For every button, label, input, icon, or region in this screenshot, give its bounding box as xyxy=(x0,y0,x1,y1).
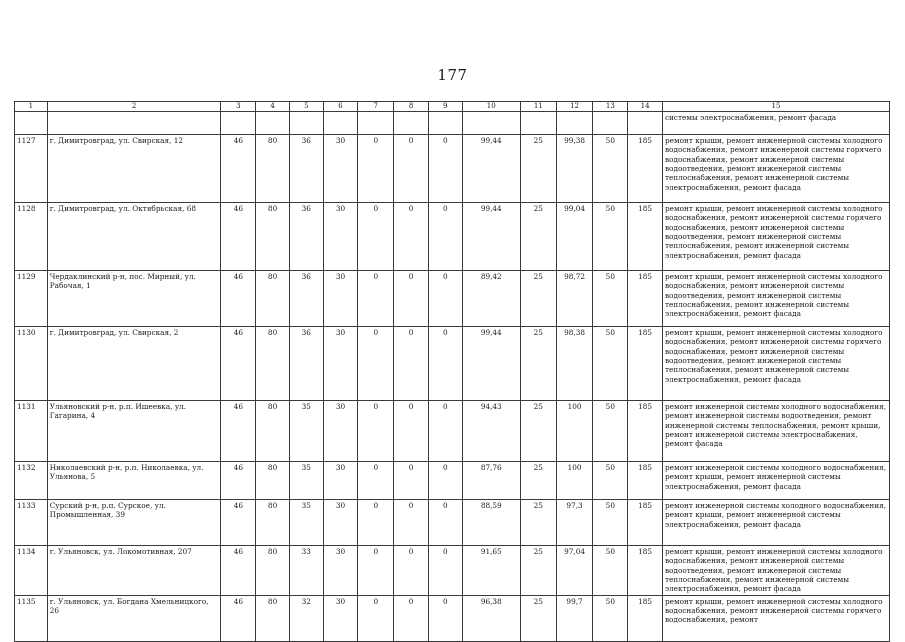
address-cell: г. Димитровград, ул. Свирская, 12 xyxy=(47,135,221,203)
value-cell: 99,04 xyxy=(556,203,593,271)
value-cell: 80 xyxy=(256,271,290,327)
value-cell: 0 xyxy=(394,595,429,641)
continuation-row xyxy=(15,112,890,135)
empty-cell xyxy=(15,112,48,135)
value-cell: 100 xyxy=(556,401,593,462)
value-cell: 30 xyxy=(323,327,358,401)
table-row xyxy=(15,327,890,401)
column-header: 14 xyxy=(628,102,663,112)
works-cell: ремонт инженерной системы холодного водоснабжения, ремонт инженерной системы водоотведения, ремонт инженерной системы теплоснабжения, ремонт крыши, ремонт инженерной системы электроснабжения, ремонт фасада xyxy=(662,401,889,462)
row-number-cell: 1132 xyxy=(15,462,48,500)
value-cell: 50 xyxy=(593,203,628,271)
table-row xyxy=(15,401,890,462)
works-cell: ремонт инженерной системы холодного водоснабжения, ремонт крыши, ремонт инженерной системы электроснабжения, ремонт фасада xyxy=(662,462,889,500)
value-cell: 46 xyxy=(221,546,256,596)
empty-cell xyxy=(394,112,429,135)
empty-cell xyxy=(221,112,256,135)
value-cell: 185 xyxy=(628,327,663,401)
value-cell: 0 xyxy=(428,462,462,500)
value-cell: 46 xyxy=(221,203,256,271)
empty-cell xyxy=(593,112,628,135)
row-number-cell: 1129 xyxy=(15,271,48,327)
row-number-cell: 1134 xyxy=(15,546,48,596)
value-cell: 0 xyxy=(394,500,429,546)
value-cell: 0 xyxy=(358,462,394,500)
works-cell: ремонт инженерной системы холодного водоснабжения, ремонт крыши, ремонт инженерной системы электроснабжения, ремонт фасада xyxy=(662,500,889,546)
value-cell: 0 xyxy=(358,327,394,401)
value-cell: 0 xyxy=(394,401,429,462)
empty-cell xyxy=(47,112,221,135)
value-cell: 185 xyxy=(628,135,663,203)
value-cell: 185 xyxy=(628,546,663,596)
value-cell: 80 xyxy=(256,595,290,641)
value-cell: 0 xyxy=(394,327,429,401)
value-cell: 25 xyxy=(520,135,556,203)
value-cell: 87,76 xyxy=(462,462,520,500)
value-cell: 50 xyxy=(593,271,628,327)
column-header: 1 xyxy=(15,102,48,112)
value-cell: 50 xyxy=(593,462,628,500)
column-header: 5 xyxy=(289,102,323,112)
value-cell: 99,7 xyxy=(556,595,593,641)
value-cell: 36 xyxy=(289,327,323,401)
value-cell: 30 xyxy=(323,500,358,546)
column-header: 9 xyxy=(428,102,462,112)
empty-cell xyxy=(520,112,556,135)
table-row xyxy=(15,462,890,500)
column-header: 13 xyxy=(593,102,628,112)
value-cell: 25 xyxy=(520,327,556,401)
address-cell: Чердаклинский р-н, пос. Мирный, ул. Рабочая, 1 xyxy=(47,271,221,327)
table-row xyxy=(15,500,890,546)
value-cell: 50 xyxy=(593,327,628,401)
value-cell: 0 xyxy=(394,462,429,500)
value-cell: 0 xyxy=(428,135,462,203)
column-header: 7 xyxy=(358,102,394,112)
value-cell: 80 xyxy=(256,500,290,546)
value-cell: 99,38 xyxy=(556,135,593,203)
column-header: 12 xyxy=(556,102,593,112)
value-cell: 99,44 xyxy=(462,203,520,271)
value-cell: 97,04 xyxy=(556,546,593,596)
value-cell: 46 xyxy=(221,327,256,401)
value-cell: 35 xyxy=(289,500,323,546)
address-cell: г. Димитровград, ул. Свирская, 2 xyxy=(47,327,221,401)
value-cell: 25 xyxy=(520,271,556,327)
value-cell: 98,38 xyxy=(556,327,593,401)
value-cell: 0 xyxy=(358,546,394,596)
value-cell: 0 xyxy=(358,271,394,327)
value-cell: 32 xyxy=(289,595,323,641)
row-number-cell: 1128 xyxy=(15,203,48,271)
value-cell: 50 xyxy=(593,546,628,596)
empty-cell xyxy=(556,112,593,135)
value-cell: 185 xyxy=(628,462,663,500)
value-cell: 30 xyxy=(323,271,358,327)
value-cell: 25 xyxy=(520,203,556,271)
value-cell: 30 xyxy=(323,203,358,271)
row-number-cell: 1131 xyxy=(15,401,48,462)
works-cell: ремонт крыши, ремонт инженерной системы холодного водоснабжения, ремонт инженерной системы горячего водоснабжения, ремонт инженерной системы водоотведения, ремонт инженерной системы теплоснабжения, ремонт инженерной системы электроснабжения, ремонт фасада xyxy=(662,327,889,401)
row-number-cell: 1127 xyxy=(15,135,48,203)
value-cell: 46 xyxy=(221,462,256,500)
value-cell: 25 xyxy=(520,546,556,596)
value-cell: 0 xyxy=(358,500,394,546)
table-row xyxy=(15,135,890,203)
value-cell: 0 xyxy=(358,595,394,641)
value-cell: 25 xyxy=(520,595,556,641)
value-cell: 98,72 xyxy=(556,271,593,327)
column-header: 3 xyxy=(221,102,256,112)
value-cell: 0 xyxy=(394,271,429,327)
value-cell: 96,38 xyxy=(462,595,520,641)
repair-register-table xyxy=(14,101,890,642)
value-cell: 80 xyxy=(256,401,290,462)
value-cell: 0 xyxy=(428,595,462,641)
value-cell: 97,3 xyxy=(556,500,593,546)
value-cell: 35 xyxy=(289,401,323,462)
value-cell: 94,43 xyxy=(462,401,520,462)
row-number-cell: 1130 xyxy=(15,327,48,401)
value-cell: 33 xyxy=(289,546,323,596)
value-cell: 0 xyxy=(428,500,462,546)
value-cell: 46 xyxy=(221,401,256,462)
value-cell: 80 xyxy=(256,546,290,596)
row-number-cell: 1135 xyxy=(15,595,48,641)
value-cell: 88,59 xyxy=(462,500,520,546)
address-cell: г. Ульяновск, ул. Богдана Хмельницкого, 26 xyxy=(47,595,221,641)
page-number: 177 xyxy=(437,66,468,84)
value-cell: 185 xyxy=(628,203,663,271)
value-cell: 185 xyxy=(628,595,663,641)
value-cell: 30 xyxy=(323,595,358,641)
value-cell: 100 xyxy=(556,462,593,500)
column-header: 4 xyxy=(256,102,290,112)
value-cell: 80 xyxy=(256,135,290,203)
value-cell: 80 xyxy=(256,203,290,271)
value-cell: 0 xyxy=(358,401,394,462)
column-header: 15 xyxy=(662,102,889,112)
column-header: 8 xyxy=(394,102,429,112)
row-number-cell: 1133 xyxy=(15,500,48,546)
empty-cell xyxy=(428,112,462,135)
works-cell: ремонт крыши, ремонт инженерной системы холодного водоснабжения, ремонт инженерной системы горячего водоснабжения, ремонт инженерной системы водоотведения, ремонт инженерной системы теплоснабжения, ремонт инженерной системы электроснабжения, ремонт фасада xyxy=(662,135,889,203)
value-cell: 0 xyxy=(428,271,462,327)
empty-cell xyxy=(289,112,323,135)
value-cell: 25 xyxy=(520,500,556,546)
column-header: 11 xyxy=(520,102,556,112)
value-cell: 46 xyxy=(221,271,256,327)
value-cell: 36 xyxy=(289,271,323,327)
value-cell: 80 xyxy=(256,462,290,500)
table-row xyxy=(15,271,890,327)
value-cell: 99,44 xyxy=(462,327,520,401)
works-cell: ремонт крыши, ремонт инженерной системы холодного водоснабжения, ремонт инженерной системы водоотведения, ремонт инженерной системы теплоснабжения, ремонт инженерной системы электроснабжения, ремонт фасада xyxy=(662,546,889,596)
value-cell: 36 xyxy=(289,135,323,203)
value-cell: 50 xyxy=(593,500,628,546)
value-cell: 25 xyxy=(520,401,556,462)
table-row xyxy=(15,203,890,271)
works-cell: ремонт крыши, ремонт инженерной системы холодного водоснабжения, ремонт инженерной системы водоотведения, ремонт инженерной системы теплоснабжения, ремонт инженерной системы электроснабжения, ремонт фасада xyxy=(662,271,889,327)
value-cell: 0 xyxy=(428,203,462,271)
column-header: 2 xyxy=(47,102,221,112)
column-header: 6 xyxy=(323,102,358,112)
table-row xyxy=(15,546,890,596)
value-cell: 30 xyxy=(323,135,358,203)
value-cell: 50 xyxy=(593,595,628,641)
value-cell: 50 xyxy=(593,401,628,462)
value-cell: 185 xyxy=(628,401,663,462)
address-cell: г. Димитровград, ул. Октябрьская, 68 xyxy=(47,203,221,271)
empty-cell xyxy=(256,112,290,135)
value-cell: 185 xyxy=(628,271,663,327)
header-row xyxy=(15,102,890,112)
address-cell: г. Ульяновск, ул. Локомотивная, 207 xyxy=(47,546,221,596)
value-cell: 50 xyxy=(593,135,628,203)
value-cell: 91,65 xyxy=(462,546,520,596)
value-cell: 80 xyxy=(256,327,290,401)
value-cell: 0 xyxy=(394,546,429,596)
empty-cell xyxy=(358,112,394,135)
works-cell: системы электроснабжения, ремонт фасада xyxy=(662,112,889,135)
column-header: 10 xyxy=(462,102,520,112)
value-cell: 0 xyxy=(428,401,462,462)
value-cell: 0 xyxy=(428,327,462,401)
value-cell: 185 xyxy=(628,500,663,546)
value-cell: 30 xyxy=(323,401,358,462)
address-cell: Сурский р-н, р.п. Сурское, ул. Промышленная, 39 xyxy=(47,500,221,546)
table-row xyxy=(15,595,890,641)
value-cell: 35 xyxy=(289,462,323,500)
empty-cell xyxy=(628,112,663,135)
address-cell: Николаевский р-н, р.п. Николаевка, ул. Ульянова, 5 xyxy=(47,462,221,500)
value-cell: 0 xyxy=(358,135,394,203)
empty-cell xyxy=(462,112,520,135)
works-cell: ремонт крыши, ремонт инженерной системы холодного водоснабжения, ремонт инженерной системы горячего водоснабжения, ремонт xyxy=(662,595,889,641)
value-cell: 0 xyxy=(394,203,429,271)
value-cell: 30 xyxy=(323,546,358,596)
value-cell: 99,44 xyxy=(462,135,520,203)
value-cell: 46 xyxy=(221,595,256,641)
value-cell: 0 xyxy=(428,546,462,596)
empty-cell xyxy=(323,112,358,135)
value-cell: 30 xyxy=(323,462,358,500)
value-cell: 36 xyxy=(289,203,323,271)
value-cell: 25 xyxy=(520,462,556,500)
address-cell: Ульяновский р-н, р.п. Ишеевка, ул. Гагарина, 4 xyxy=(47,401,221,462)
value-cell: 46 xyxy=(221,135,256,203)
value-cell: 89,42 xyxy=(462,271,520,327)
value-cell: 46 xyxy=(221,500,256,546)
value-cell: 0 xyxy=(358,203,394,271)
works-cell: ремонт крыши, ремонт инженерной системы холодного водоснабжения, ремонт инженерной системы горячего водоснабжения, ремонт инженерной системы водоотведения, ремонт инженерной системы теплоснабжения, ремонт инженерной системы электроснабжения, ремонт фасада xyxy=(662,203,889,271)
value-cell: 0 xyxy=(394,135,429,203)
